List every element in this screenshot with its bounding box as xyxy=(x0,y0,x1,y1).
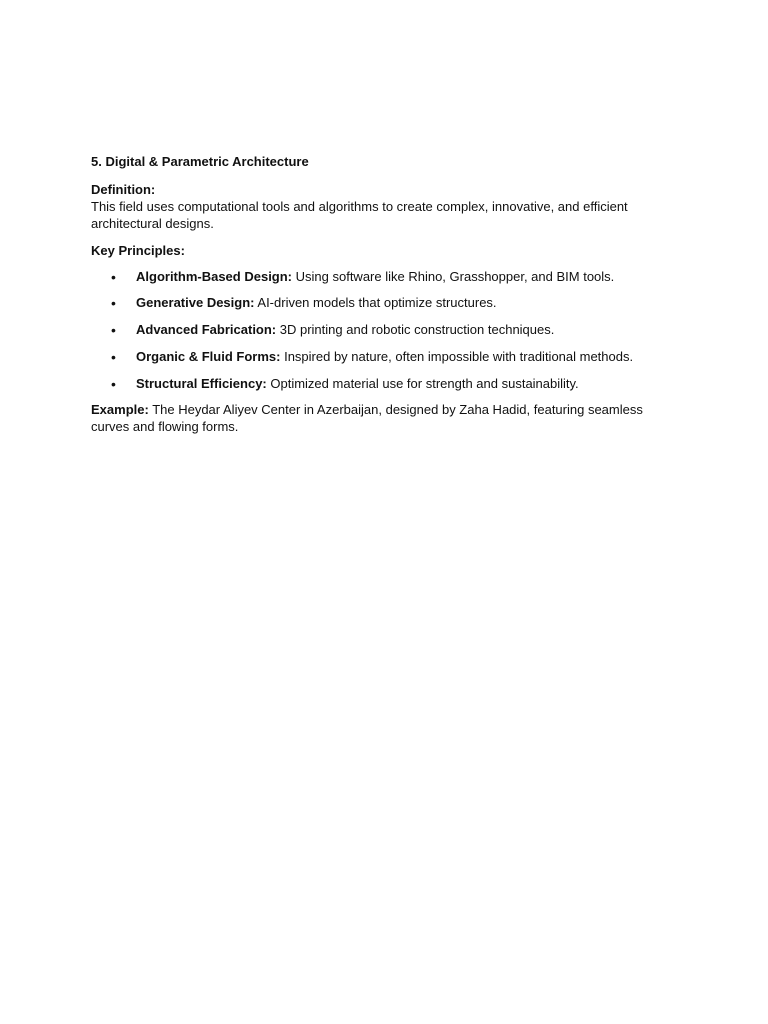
example-text: The Heydar Aliyev Center in Azerbaijan, designed by Zaha Hadid, featuring seamless curves and flowing forms. xyxy=(91,402,643,434)
principles-list xyxy=(91,269,671,393)
example-paragraph xyxy=(91,402,671,435)
bullet-icon: • xyxy=(111,375,116,392)
list-item xyxy=(91,322,671,339)
principle-text: 3D printing and robotic construction techniques. xyxy=(276,322,555,338)
principle-term: Organic & Fluid Forms: xyxy=(136,348,281,364)
principle-term: Algorithm-Based Design: xyxy=(136,268,293,284)
principle-term: Structural Efficiency: xyxy=(136,375,267,391)
list-item xyxy=(91,376,671,393)
section-heading: 5. Digital & Parametric Architecture xyxy=(91,154,309,169)
bullet-icon: • xyxy=(111,295,116,312)
bullet-icon: • xyxy=(111,322,116,339)
document-page xyxy=(91,154,671,435)
principle-text: Optimized material use for strength and sustainability. xyxy=(266,375,579,391)
bullet-icon: • xyxy=(111,268,116,285)
principle-term: Advanced Fabrication: xyxy=(136,322,277,338)
principle-text: Inspired by nature, often impossible with traditional methods. xyxy=(280,348,634,364)
definition-text: This field uses computational tools and algorithms to create complex, innovative, and efficient architectural designs. xyxy=(91,199,628,231)
principle-text: AI-driven models that optimize structures. xyxy=(254,295,497,311)
list-item xyxy=(91,349,671,366)
principle-text: Using software like Rhino, Grasshopper, and BIM tools. xyxy=(292,268,615,284)
bullet-icon: • xyxy=(111,348,116,365)
list-item xyxy=(91,269,671,286)
key-principles-label: Key Principles: xyxy=(91,243,185,258)
principle-term: Generative Design: xyxy=(136,295,255,311)
definition-label: Definition: xyxy=(91,181,156,197)
example-label: Example: xyxy=(91,402,149,418)
list-item xyxy=(91,295,671,312)
